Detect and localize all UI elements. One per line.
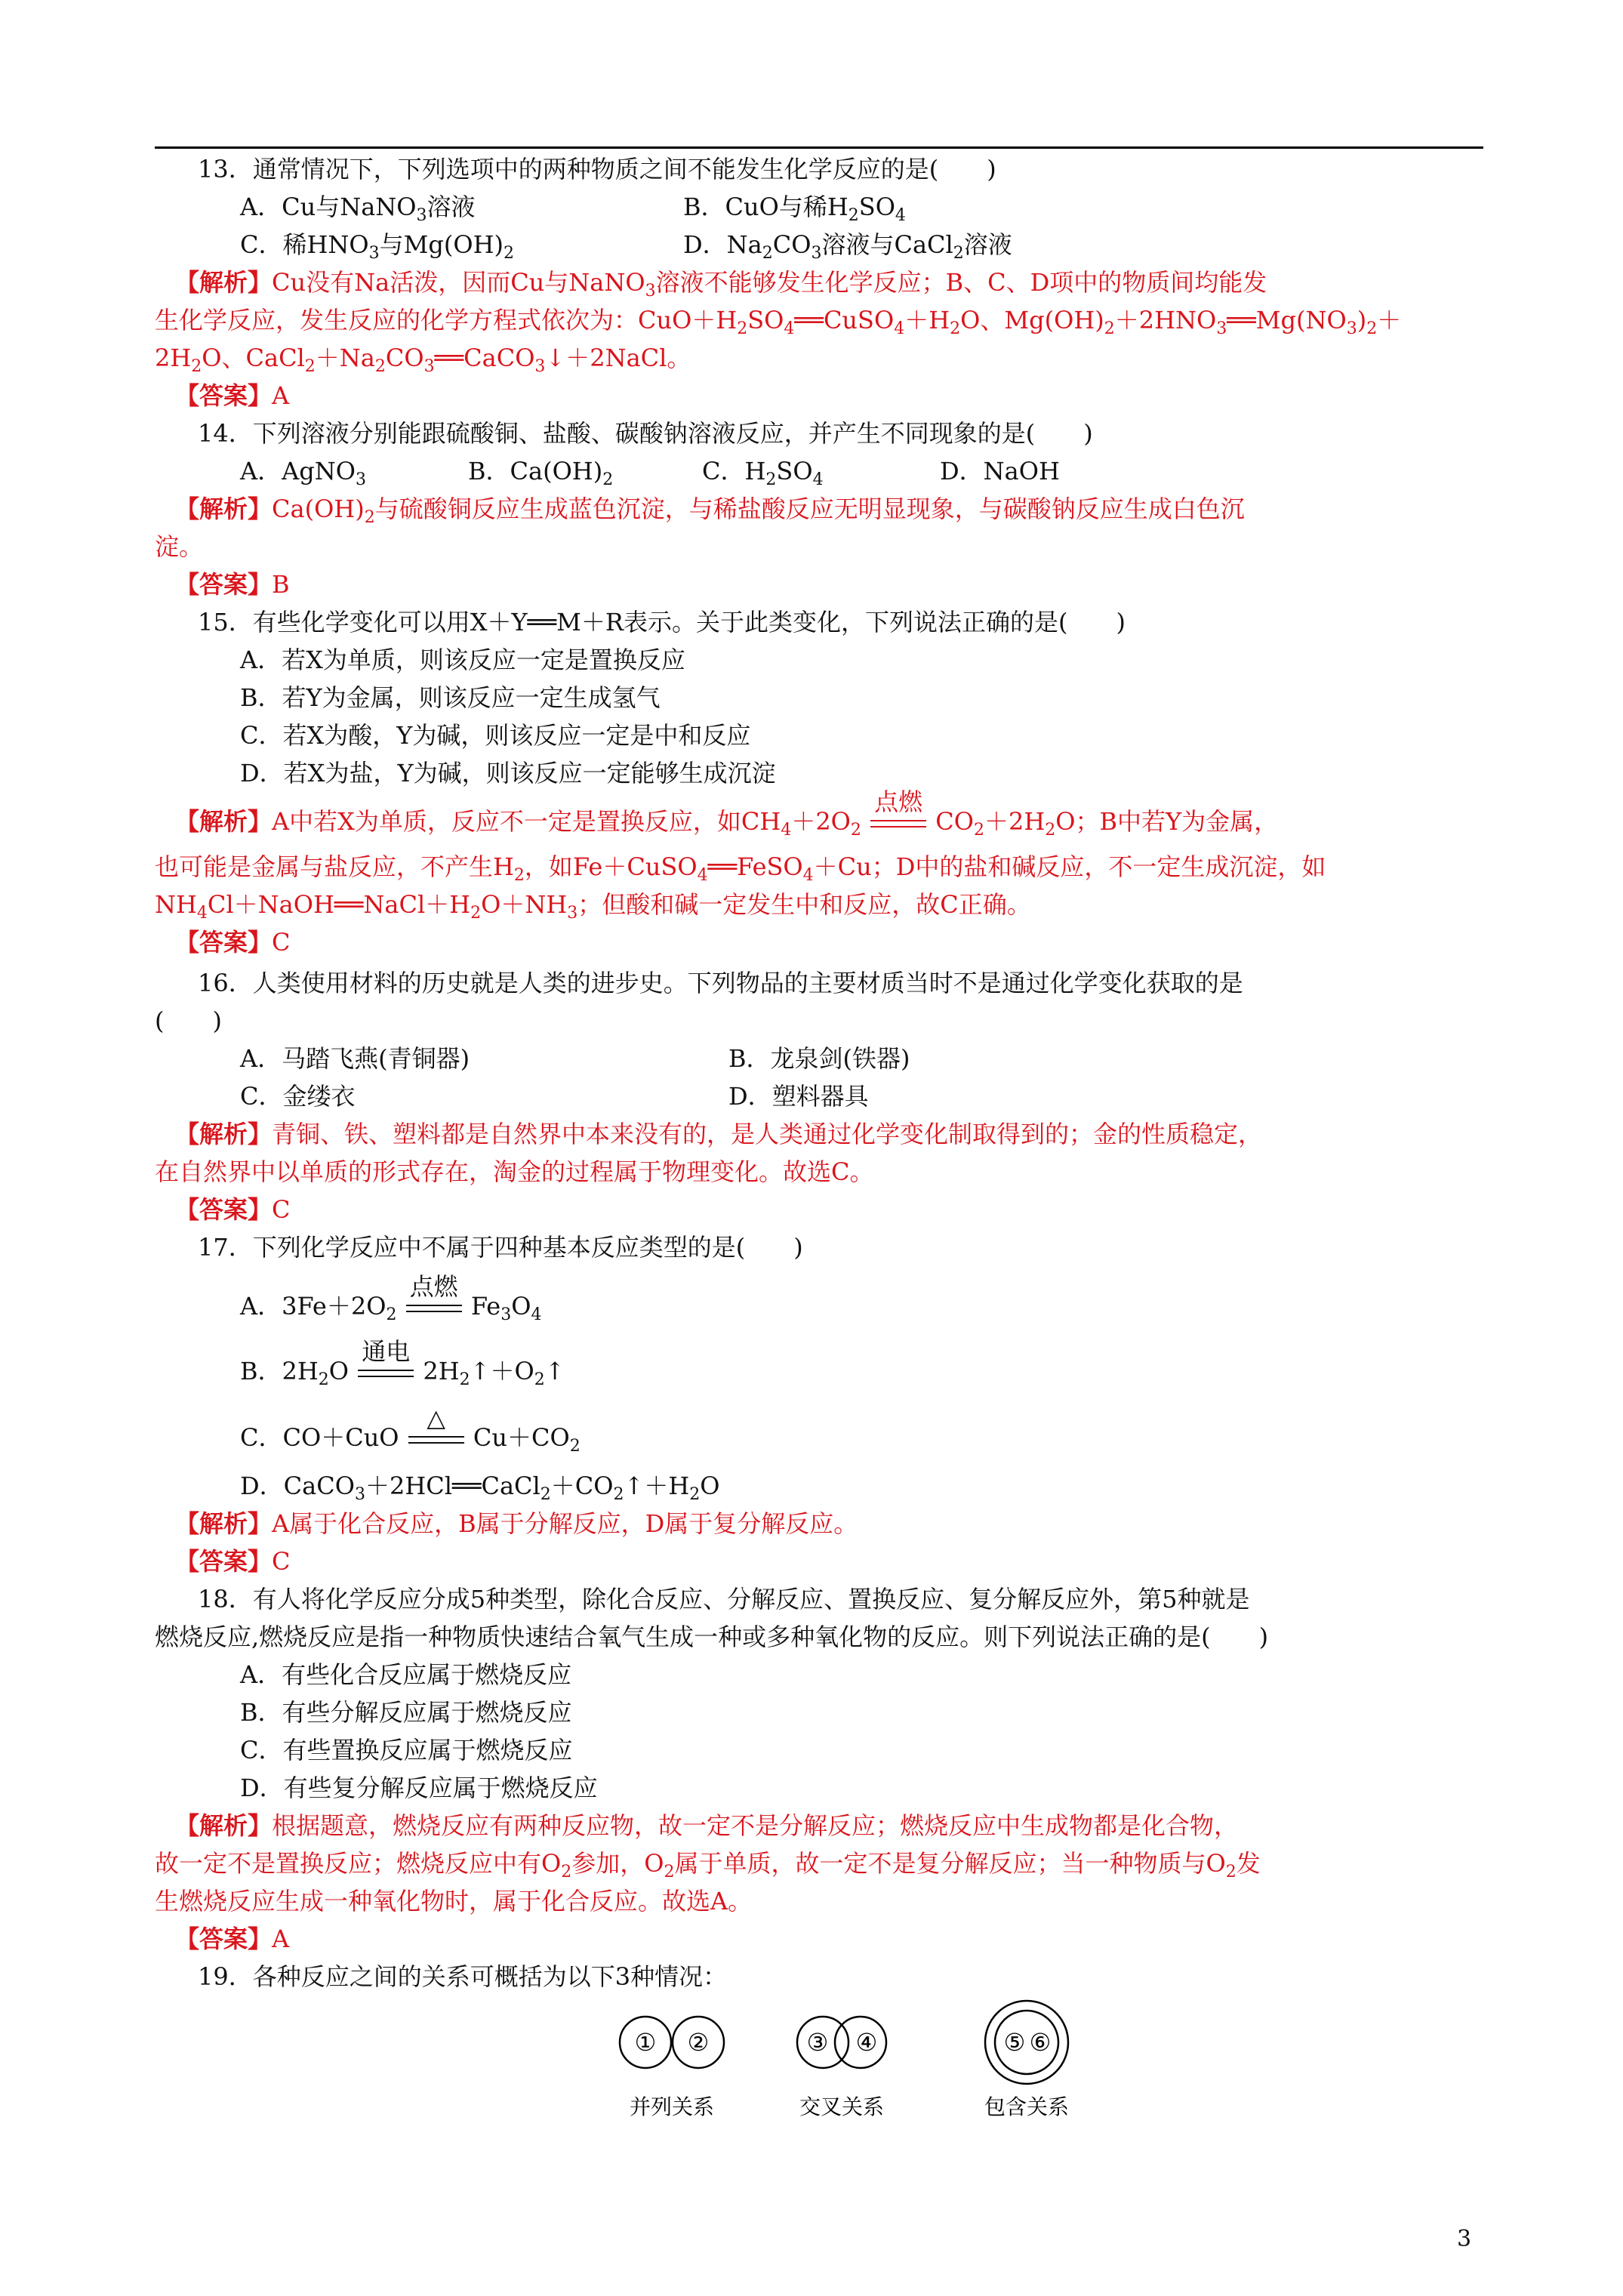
intersect-relation xyxy=(797,2017,886,2119)
q18-option-c: C．有些置换反应属于燃烧反应 xyxy=(240,1736,573,1764)
q15-analysis-line1: 【解析】A中若X为单质，反应不一定是置换反应，如$CH_4+2O_2$ 点燃 $CO_2+2H_2O$；B中若Y为金属， xyxy=(175,787,1279,840)
q14-option-c: C．$H_2SO_4$ xyxy=(702,457,824,489)
q17-stem: 17．下列化学反应中不属于四种基本反应类型的是( ) xyxy=(198,1233,803,1262)
q18-stem: 18．有人将化学反应分成5种类型，除化合反应、分解反应、置换反应、复分解反应外，第5种就是 xyxy=(198,1585,1250,1613)
reaction-condition-arrow: 通电 xyxy=(356,1356,415,1386)
circle-label-4: ④ xyxy=(855,2028,878,2057)
circle-label-2: ② xyxy=(687,2028,710,2057)
q14-option-b: B．$Ca(OH)_2$ xyxy=(468,457,614,489)
q13-analysis-line2: 生化学反应，发生反应的化学方程式依次为：$CuO+H_2SO_4══CuSO_4+H_2O$、$Mg(OH)_2+2HNO_3══Mg(NO_3)_2+$ xyxy=(155,306,1402,338)
reaction-condition-arrow: 点燃 xyxy=(405,1291,463,1321)
q13-option-d: D．$Na_2CO_3$溶液与CaCl$_2$溶液 xyxy=(683,230,1012,263)
q14-answer: 【答案】B xyxy=(175,570,290,599)
label-intersect: 交叉关系 xyxy=(799,2094,885,2119)
label-contain: 包含关系 xyxy=(984,2094,1070,2119)
q17-option-a: A．$3Fe+2O_2$ 点燃 $Fe_3O_4$ xyxy=(240,1272,542,1324)
q13-analysis-line1: 【解析】Cu没有Na活泼，因而Cu与NaNO$_3$溶液不能够发生化学反应；B、C、D项中的物质间均能发 xyxy=(175,268,1267,300)
q18-analysis-line3: 生燃烧反应生成一种氧化物时，属于化合反应。故选A。 xyxy=(155,1887,753,1915)
q16-stem: 16．人类使用材料的历史就是人类的进步史。下列物品的主要材质当时不是通过化学变化获取的是 xyxy=(198,969,1243,997)
q17-answer: 【答案】C xyxy=(175,1547,291,1576)
q15-analysis-line2: 也可能是金属与盐反应，不产生$H_2$，如Fe＋CuSO$_4$══FeSO$_4$＋Cu；D中的盐和碱反应，不一定生成沉淀，如 xyxy=(155,852,1326,885)
q18-stem-cont: 燃烧反应,燃烧反应是指一种物质快速结合氧气生成一种或多种氧化物的反应。则下列说法正确的是( ) xyxy=(155,1623,1269,1651)
q19-stem: 19．各种反应之间的关系可概括为以下3种情况： xyxy=(198,1962,728,1991)
q16-option-d: D．塑料器具 xyxy=(728,1082,869,1111)
q18-answer: 【答案】A xyxy=(175,1925,290,1953)
q16-analysis-line2: 在自然界中以单质的形式存在，淘金的过程属于物理变化。故选C。 xyxy=(155,1157,874,1186)
q14-stem: 14．下列溶液分别能跟硫酸铜、盐酸、碳酸钠溶液反应，并产生不同现象的是( ) xyxy=(198,419,1093,448)
header-rule xyxy=(155,146,1483,149)
q15-option-a: A．若X为单质，则该反应一定是置换反应 xyxy=(240,646,685,674)
q16-option-c: C．金缕衣 xyxy=(240,1082,356,1111)
q16-analysis-line1: 【解析】青铜、铁、塑料都是自然界中本来没有的，是人类通过化学变化制取得到的；金的性质稳定， xyxy=(175,1120,1263,1148)
q18-option-a: A．有些化合反应属于燃烧反应 xyxy=(240,1660,572,1689)
q17-analysis: 【解析】A属于化合反应，B属于分解反应，D属于复分解反应。 xyxy=(175,1509,858,1538)
q16-option-a: A．马踏飞燕(青铜器) xyxy=(240,1044,470,1073)
contain-relation xyxy=(984,2001,1069,2119)
q13-stem: 13．通常情况下，下列选项中的两种物质之间不能发生化学反应的是( ) xyxy=(198,155,996,183)
q15-option-c: C．若X为酸，Y为碱，则该反应一定是中和反应 xyxy=(240,721,751,750)
q17-option-c: C．CO＋CuO △ $Cu+CO_2$ xyxy=(240,1404,581,1456)
q15-option-d: D．若X为盐，Y为碱，则该反应一定能够生成沉淀 xyxy=(240,759,776,787)
q14-analysis-line1: 【解析】$Ca(OH)_2$与硫酸铜反应生成蓝色沉淀，与稀盐酸反应无明显现象，与碳酸钠反应生成白色沉 xyxy=(175,495,1245,527)
q14-option-d: D．NaOH xyxy=(940,457,1060,485)
q13-option-b: B．CuO与稀$H_2SO_4$ xyxy=(683,193,906,225)
q13-option-a: A．Cu与NaNO$_3$溶液 xyxy=(240,193,476,225)
circle-label-1: ① xyxy=(634,2028,657,2057)
q14-analysis-line2: 淀。 xyxy=(155,532,204,561)
q15-analysis-line3: $NH_4Cl+NaOH══NaCl+H_2O+NH_3$；但酸和碱一定发生中和反应，故C正确。 xyxy=(155,890,1031,923)
page-number: 3 xyxy=(1457,2226,1472,2252)
q15-stem: 15．有些化学变化可以用X＋Y══M＋R表示。关于此类变化，下列说法正确的是( ) xyxy=(198,608,1126,636)
q13-option-c: C．稀$HNO_3$与$Mg(OH)_2$ xyxy=(240,230,515,263)
q18-option-d: D．有些复分解反应属于燃烧反应 xyxy=(240,1774,598,1802)
reaction-condition-arrow: △ xyxy=(407,1422,466,1453)
q15-option-b: B．若Y为金属，则该反应一定生成氢气 xyxy=(240,683,661,712)
reaction-condition-arrow: 点燃 xyxy=(869,806,928,837)
q18-analysis-line1: 【解析】根据题意，燃烧反应有两种反应物，故一定不是分解反应；燃烧反应中生成物都是化合物， xyxy=(175,1811,1239,1840)
q16-answer: 【答案】C xyxy=(175,1195,291,1224)
q17-option-d: D．$CaCO_3+2HCl══CaCl_2+CO_2↑+H_2O$ xyxy=(240,1472,720,1504)
q13-answer: 【答案】A xyxy=(175,381,290,410)
q16-option-b: B．龙泉剑(铁器) xyxy=(728,1044,910,1073)
relation-diagram xyxy=(604,1993,1132,2122)
q15-answer: 【答案】C xyxy=(175,928,291,957)
q13-analysis-line3: $2H_2O$、$CaCl_2+Na_2CO_3══CaCO_3↓+2NaCl$。 xyxy=(155,344,691,376)
circle-label-5: ⑤ xyxy=(1003,2028,1026,2057)
parallel-relation xyxy=(620,2017,724,2119)
circle-label-6: ⑥ xyxy=(1029,2028,1052,2057)
q16-stem-cont: ( ) xyxy=(155,1006,222,1035)
circle-label-3: ③ xyxy=(806,2028,829,2057)
q18-analysis-line2: 故一定不是置换反应；燃烧反应中有$O_2$参加，$O_2$属于单质，故一定不是复分解反应；当一种物质与$O_2$发 xyxy=(155,1849,1261,1881)
q14-option-a: A．AgNO$_3$ xyxy=(240,457,366,489)
q18-option-b: B．有些分解反应属于燃烧反应 xyxy=(240,1698,572,1727)
label-parallel: 并列关系 xyxy=(629,2094,715,2119)
q17-option-b: B．$2H_2O$ 通电 $2H_2↑+O_2↑$ xyxy=(240,1337,565,1389)
